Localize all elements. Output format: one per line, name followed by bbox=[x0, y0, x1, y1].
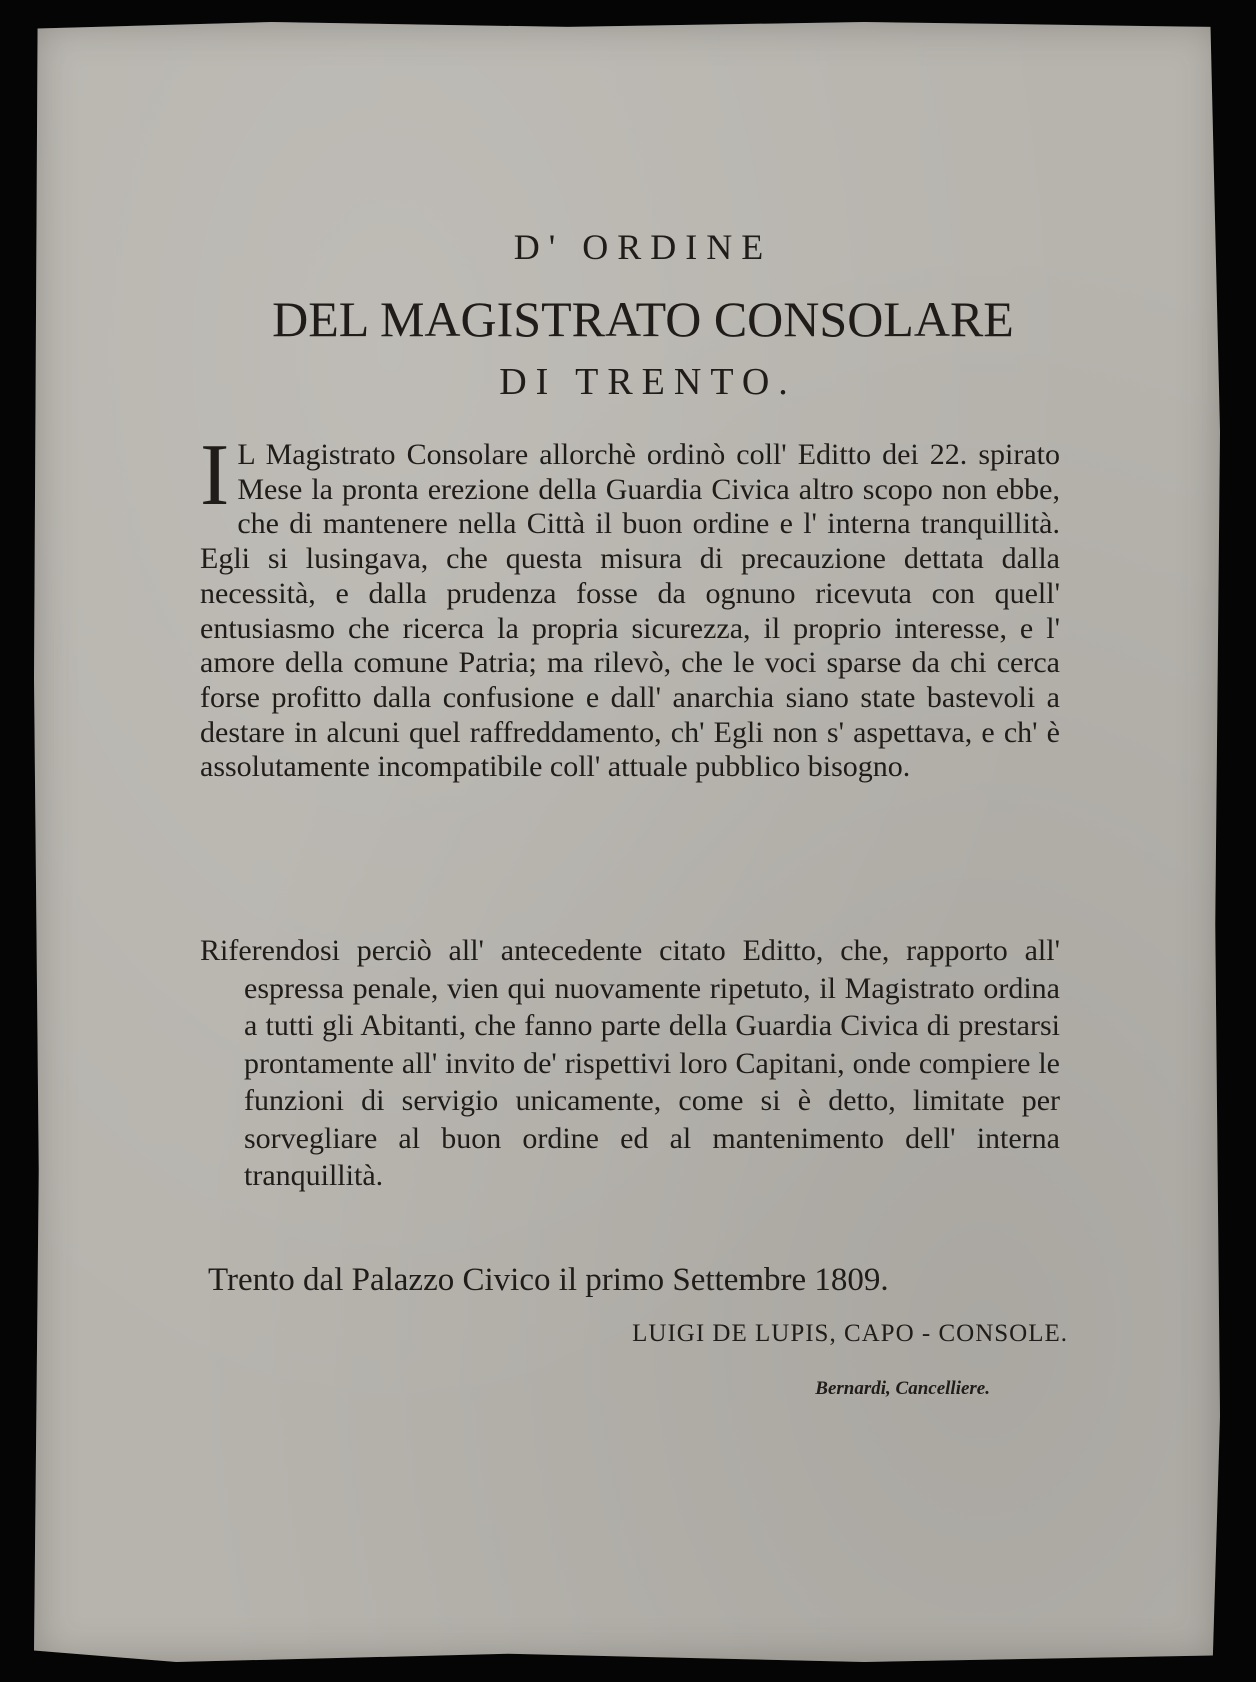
signature-chancellor: Bernardi, Cancelliere. bbox=[815, 1378, 990, 1399]
paragraph-2: Riferendosi perciò all' antecedente citato Editto, che, rapporto all' espressa penale, vien qui nuovamente ripetuto, il Magistrato ordina a tutti gli Abitanti, che fanno parte della Guardia Civica di prestarsi prontamente all' invito de' rispettivi loro Capitani, onde compiere le funzioni di servigio unicamente, come si è detto, limitate per sorvegliare al buon ordine ed al mantenimento dell' interna tranquillità. bbox=[200, 934, 1060, 1192]
heading-order: D' ORDINE bbox=[513, 227, 773, 267]
paragraph-1-text: L Magistrato Consolare allorchè ordinò coll' Editto dei 22. spirato Mese la pronta erezione della Guardia Civica altro scopo non ebbe, che di mantenere nella Città il buon ordine e l' interna tranquillità. Egli si lusingava, che questa misura di precauzione dettata dalla necessità, e dalla prudenza fosse da ognuno ricevuta con quell' entusiasmo che ricerca la propria sicurezza, il proprio interesse, e l' amore della comune Patria; ma rilevò, che le voci sparse da chi cerca forse profitto dalla confusione e dall' anarchia siano state bastevoli a destare in alcuni quel raffreddamento, ch' Egli non s' aspettava, e ch' è assolutamente incompatibile coll' attuale pubblico bisogno. bbox=[200, 438, 1060, 784]
dateline: Trento dal Palazzo Civico il primo Settembre 1809. bbox=[208, 1262, 889, 1298]
heading-magistrate: DEL MAGISTRATO CONSOLARE bbox=[272, 291, 1014, 347]
signature-consul: LUIGI DE LUPIS, CAPO - CONSOLE. bbox=[632, 1320, 1068, 1347]
heading-city: DI TRENTO. bbox=[499, 361, 797, 403]
paragraph-1 bbox=[200, 427, 1060, 785]
drop-cap: I bbox=[200, 427, 230, 524]
